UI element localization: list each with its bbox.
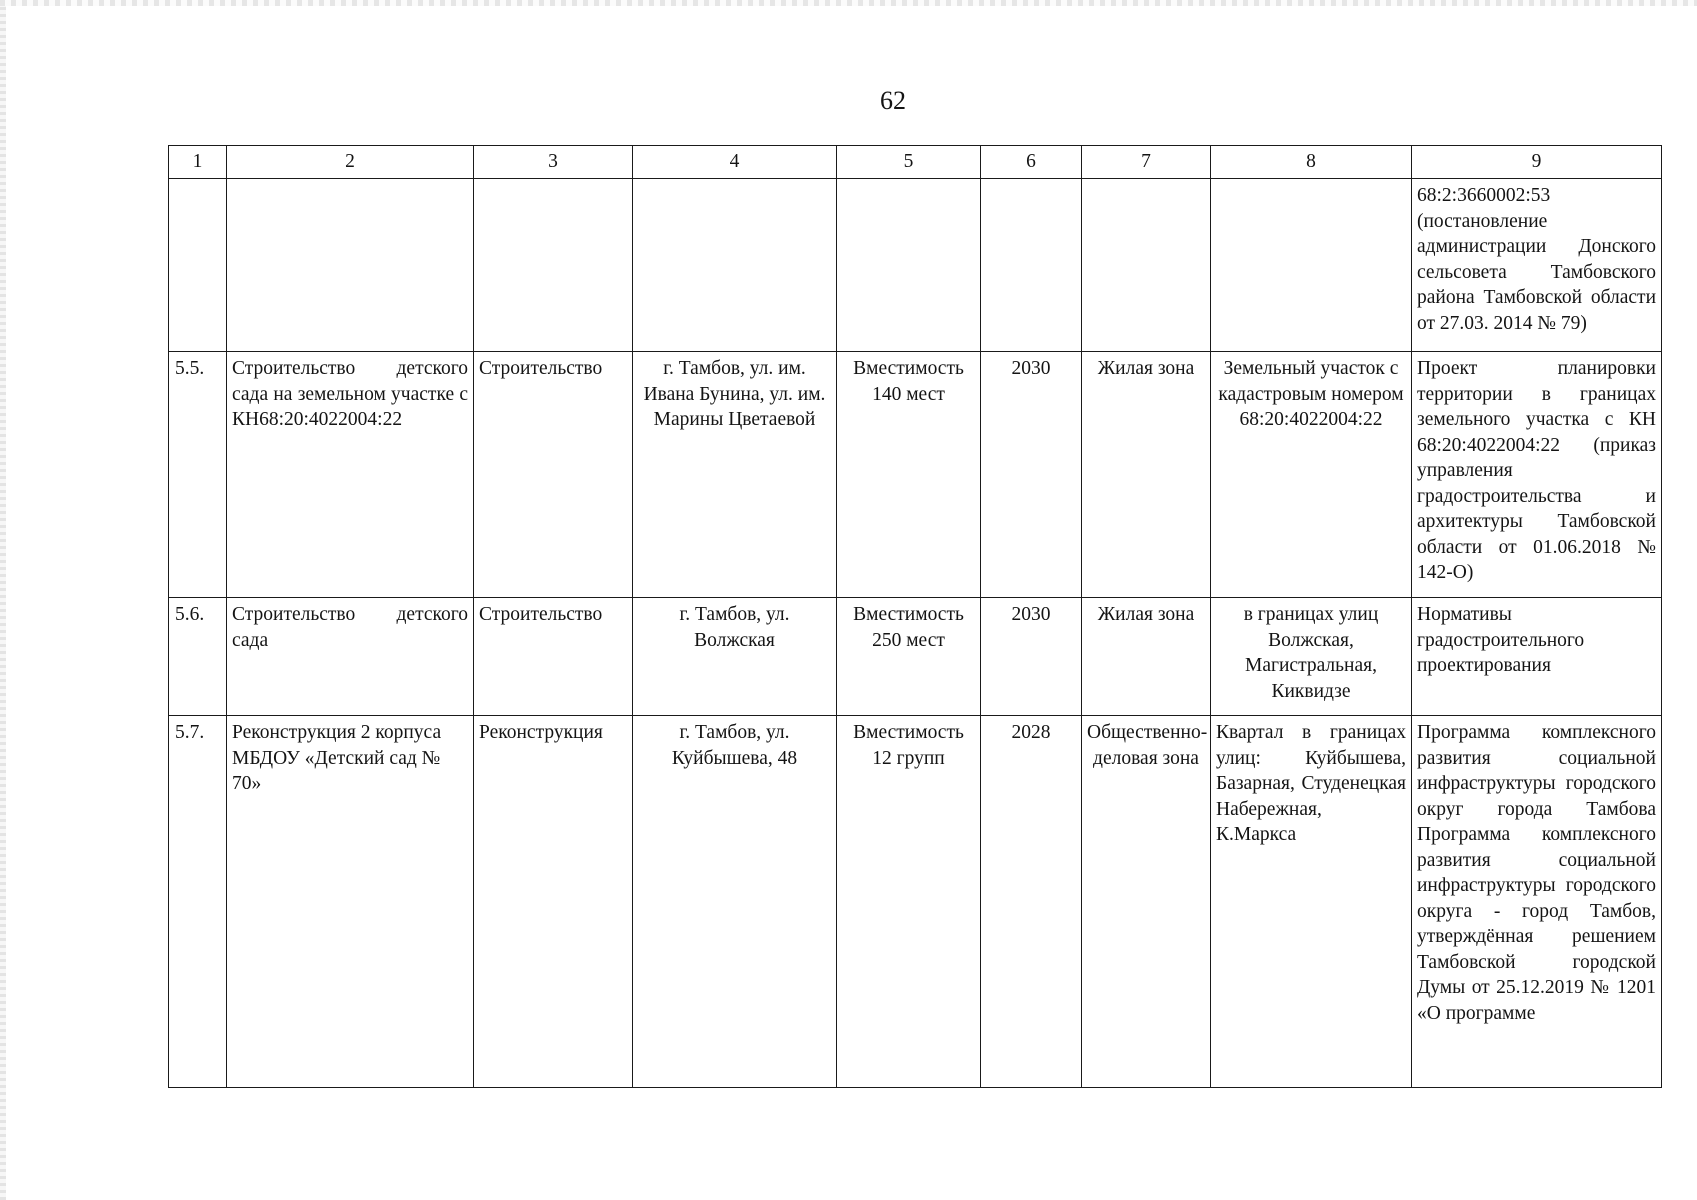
header-col-9: 9: [1412, 146, 1662, 179]
cell-boundaries: [1211, 179, 1412, 352]
table-row-5-6: [169, 598, 1662, 716]
cell-zone: Общественно-деловая зона: [1082, 716, 1211, 1088]
table-row-continuation: [169, 179, 1662, 352]
cell-capacity: Вместимость 250 мест: [837, 598, 981, 716]
cell-capacity: [837, 179, 981, 352]
cell-basis: Программа комплексного развития социальной инфраструктуры городского округ города Тамбова Программа комплексного развития социальной инфраструктуры городского округа - город Тамбов, утверждённая решением Тамбовской городской Думы от 25.12.2019 № 1201 «О программе: [1412, 716, 1662, 1088]
header-col-4: 4: [633, 146, 837, 179]
cell-boundaries: Квартал в границах улиц: Куйбышева, Базарная, Студенецкая Набережная, К.Маркса: [1211, 716, 1412, 1088]
cell-type: Строительство: [474, 598, 633, 716]
cell-name: Строительство детского сада на земельном участке с КН68:20:4022004:22: [227, 352, 474, 598]
cell-location: г. Тамбов, ул. Куйбышева, 48: [633, 716, 837, 1088]
document-table: [168, 145, 1662, 1088]
header-col-7: 7: [1082, 146, 1211, 179]
cell-number: [169, 179, 227, 352]
cell-zone: [1082, 179, 1211, 352]
header-col-6: 6: [981, 146, 1082, 179]
cell-number: 5.7.: [169, 716, 227, 1088]
cell-name: Строительство детского сада: [227, 598, 474, 716]
cell-location: г. Тамбов, ул. им. Ивана Бунина, ул. им. Марины Цветаевой: [633, 352, 837, 598]
cell-number: 5.6.: [169, 598, 227, 716]
cell-basis: Нормативы градостроительного проектирования: [1412, 598, 1662, 716]
cell-basis: 68:2:3660002:53 (постановление администрации Донского сельсовета Тамбовского района Тамбовской области от 27.03. 2014 № 79): [1412, 179, 1662, 352]
header-col-2: 2: [227, 146, 474, 179]
cell-name: [227, 179, 474, 352]
page-number: 62: [880, 86, 906, 115]
cell-type: Реконструкция: [474, 716, 633, 1088]
cell-year: [981, 179, 1082, 352]
scan-top-artifact: [0, 0, 1697, 6]
header-col-8: 8: [1211, 146, 1412, 179]
scan-edge-artifact: [0, 0, 6, 1200]
cell-capacity: Вместимость 12 групп: [837, 716, 981, 1088]
cell-year: 2030: [981, 352, 1082, 598]
cell-boundaries: Земельный участок с кадастровым номером 68:20:4022004:22: [1211, 352, 1412, 598]
header-col-5: 5: [837, 146, 981, 179]
table-row-5-5: [169, 352, 1662, 598]
cell-boundaries: в границах улиц Волжская, Магистральная, Киквидзе: [1211, 598, 1412, 716]
cell-number: 5.5.: [169, 352, 227, 598]
cell-capacity: Вместимость 140 мест: [837, 352, 981, 598]
cell-location: [633, 179, 837, 352]
cell-year: 2028: [981, 716, 1082, 1088]
header-col-3: 3: [474, 146, 633, 179]
cell-type: Строительство: [474, 352, 633, 598]
cell-zone: Жилая зона: [1082, 352, 1211, 598]
cell-year: 2030: [981, 598, 1082, 716]
table-row-5-7: [169, 716, 1662, 1088]
cell-location: г. Тамбов, ул. Волжская: [633, 598, 837, 716]
cell-name: Реконструкция 2 корпуса МБДОУ «Детский сад № 70»: [227, 716, 474, 1088]
header-col-1: 1: [169, 146, 227, 179]
cell-type: [474, 179, 633, 352]
table-header-row: [169, 146, 1662, 179]
cell-zone: Жилая зона: [1082, 598, 1211, 716]
cell-basis: Проект планировки территории в границах земельного участка с КН 68:20:4022004:22 (приказ управления градостроительства и архитектуры Тамбовской области от 01.06.2018 № 142-О): [1412, 352, 1662, 598]
